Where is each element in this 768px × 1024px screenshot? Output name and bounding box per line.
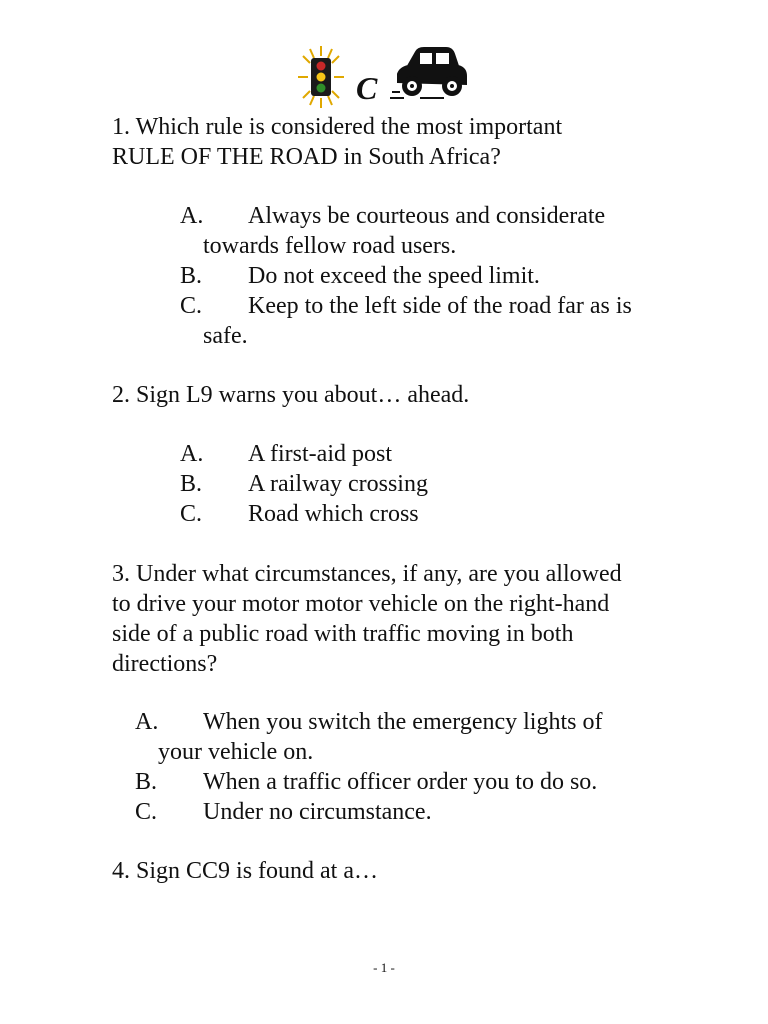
question-3-option-b [135,767,597,797]
section-letter: C [356,70,378,106]
question-1-option-a-continued: towards fellow road users. [203,233,457,259]
question-2-option-a [180,439,392,469]
question-2-line-1: 2. Sign L9 warns you about… ahead. [112,382,470,408]
question-3-option-a [135,707,602,737]
question-1-option-a [180,201,605,231]
page-number: - 1 - [373,960,395,975]
option-text: Keep to the left side of the road far as is [248,293,632,319]
option-text: Road which cross [248,501,419,527]
option-letter: A. [180,441,204,467]
question-2-option-b [180,469,428,499]
option-letter: B. [180,471,203,497]
option-letter: B. [135,769,158,795]
option-letter: A. [180,203,204,229]
traffic-light-icon [296,46,346,108]
option-text: Do not exceed the speed limit. [248,263,540,289]
question-1-option-b [180,261,540,291]
header-clipart [296,42,476,108]
question-1-option-c [180,291,632,321]
question-1-option-c-continued: safe. [203,323,248,349]
question-3-line-3: side of a public road with traffic moving in both [112,621,574,647]
option-letter: B. [180,263,203,289]
option-letter: C. [180,501,203,527]
question-2-option-c [180,499,419,529]
option-text: Under no circumstance. [203,799,432,825]
question-3-option-c [135,797,432,827]
option-letter: A. [135,709,159,735]
question-1-line-2: RULE OF THE ROAD in South Africa? [112,144,501,170]
question-3-line-2: to drive your motor motor vehicle on the right-hand [112,591,610,617]
option-letter: C. [180,293,203,319]
question-4-line-1: 4. Sign CC9 is found at a… [112,858,379,884]
question-3-line-1: 3. Under what circumstances, if any, are you allowed [112,561,622,587]
option-letter: C. [135,799,158,825]
question-3-line-4: directions? [112,651,218,677]
question-1-line-1: 1. Which rule is considered the most important [112,114,563,140]
vintage-car-icon [390,42,470,104]
question-3-option-a-continued: your vehicle on. [158,739,314,765]
option-text: Always be courteous and considerate [248,203,606,229]
option-text: When a traffic officer order you to do so. [203,769,598,795]
option-text: A railway crossing [248,471,428,497]
option-text: When you switch the emergency lights of [203,709,603,735]
option-text: A first-aid post [248,441,392,467]
